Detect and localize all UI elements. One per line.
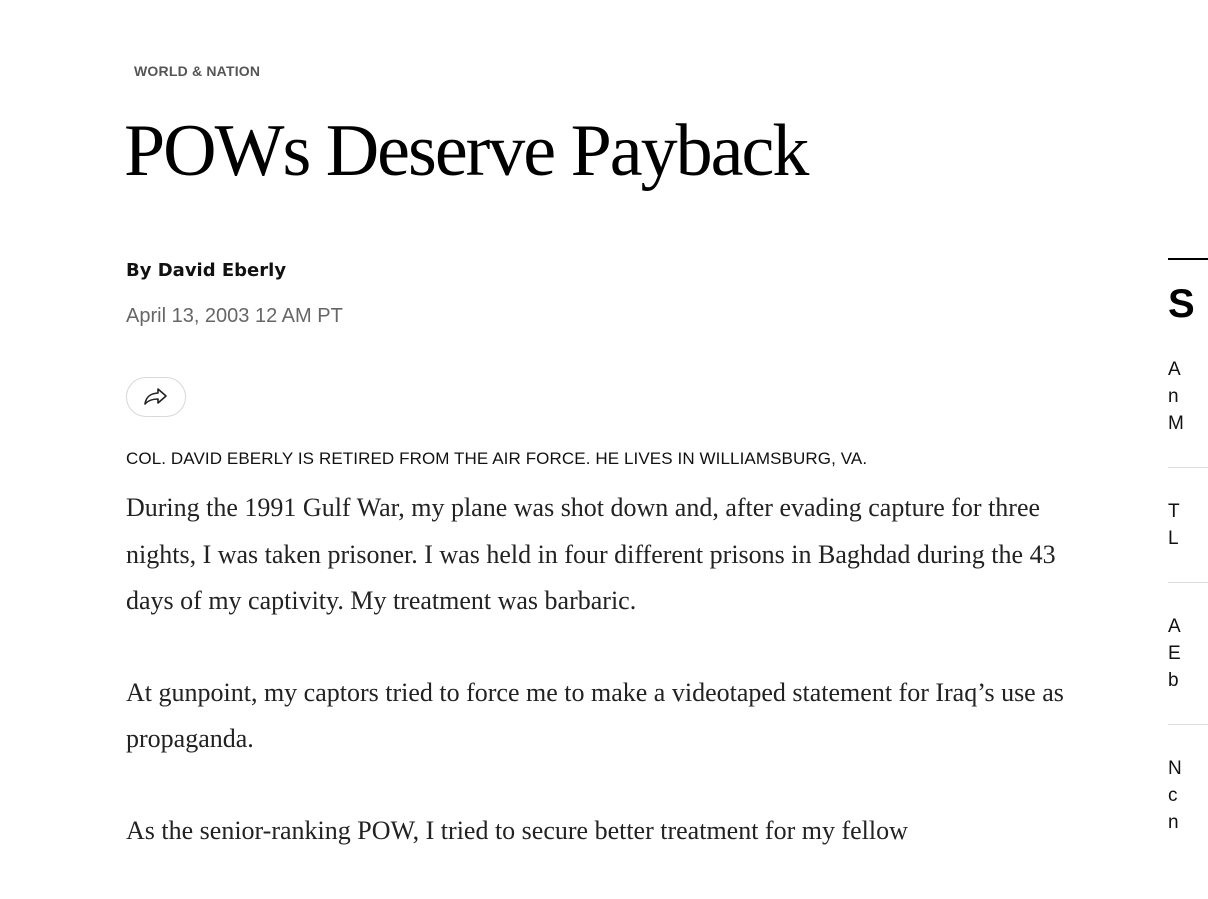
sidebar-story-text: M — [1168, 413, 1184, 434]
sidebar-story-text: n — [1168, 812, 1179, 833]
sidebar-story-text: T — [1168, 501, 1180, 522]
sidebar-story-link[interactable] — [1168, 613, 1181, 694]
sidebar-story-text: A — [1168, 359, 1181, 380]
section-label-link[interactable]: WORLD & NATION — [134, 63, 261, 79]
byline-prefix: By — [126, 260, 152, 281]
article-body — [126, 485, 1101, 899]
sidebar-divider — [1168, 582, 1208, 583]
sidebar-story-text: n — [1168, 386, 1179, 407]
publish-date: April 13, 2003 12 AM PT — [126, 305, 343, 327]
author-tagline: COL. DAVID EBERLY IS RETIRED FROM THE AIR FORCE. HE LIVES IN WILLIAMSBURG, VA. — [126, 449, 868, 468]
author-link[interactable]: David Eberly — [157, 260, 287, 281]
share-button[interactable] — [126, 377, 186, 417]
body-paragraph: At gunpoint, my captors tried to force me to make a videotaped statement for Iraq’s use as propaganda. — [126, 677, 1064, 753]
sidebar-rule — [1168, 258, 1208, 260]
sidebar-story-link[interactable] — [1168, 755, 1182, 836]
sidebar-divider — [1168, 724, 1208, 725]
sidebar-story-link[interactable] — [1168, 498, 1180, 552]
sidebar-story-link[interactable] — [1168, 356, 1184, 437]
sidebar-divider — [1168, 467, 1208, 468]
sidebar-story-text: c — [1168, 785, 1178, 806]
sidebar-heading: S — [1168, 282, 1195, 326]
sidebar-story-text: A — [1168, 616, 1181, 637]
body-paragraph: During the 1991 Gulf War, my plane was shot down and, after evading capture for three nights, I was taken prisoner. I was held in four different prisons in Baghdad during the 43 days of my captivity. My treatment was barbaric. — [126, 493, 1056, 615]
sidebar-story-text: N — [1168, 758, 1182, 779]
sidebar-story-text: E — [1168, 643, 1181, 664]
sidebar-story-text: b — [1168, 670, 1179, 691]
headline: POWs Deserve Payback — [124, 110, 808, 192]
share-arrow-icon — [143, 386, 169, 409]
sidebar-story-text: L — [1168, 528, 1179, 549]
body-paragraph: As the senior-ranking POW, I tried to secure better treatment for my fellow — [126, 815, 908, 845]
sidebar-rail — [1168, 0, 1208, 853]
byline — [126, 260, 286, 281]
